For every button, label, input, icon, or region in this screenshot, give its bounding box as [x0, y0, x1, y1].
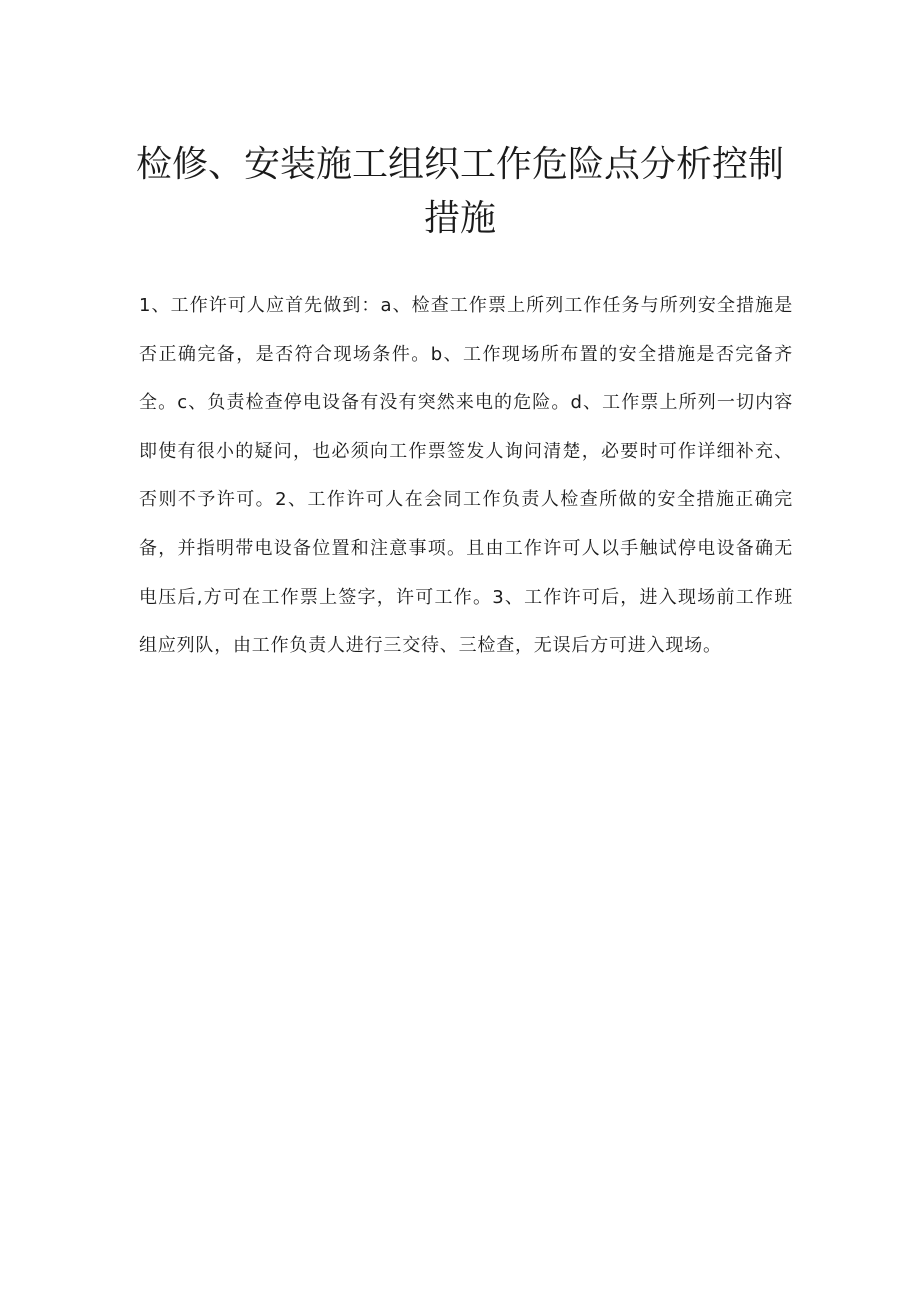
document-body-paragraph: 1、工作许可人应首先做到：a、检查工作票上所列工作任务与所列安全措施是否正确完备，是否符合现场条件。b、工作现场所布置的安全措施是否完备齐全。c、负责检查停电设备有没有突然来电的危险。d、工作票上所列一切内容即使有很小的疑问，也必须向工作票签发人询问清楚，必要时可作详细补充、否则不予许可。2、工作许可人在会同工作负责人检查所做的安全措施正确完备，并指明带电设备位置和注意事项。且由工作许可人以手触试停电设备确无电压后,方可在工作票上签字，许可工作。3、工作许可后，进入现场前工作班组应列队，由工作负责人进行三交待、三检查，无误后方可进入现场。 [139, 295, 793, 657]
document-title: 检修、安装施工组织工作危险点分析控制措施 [135, 144, 784, 239]
